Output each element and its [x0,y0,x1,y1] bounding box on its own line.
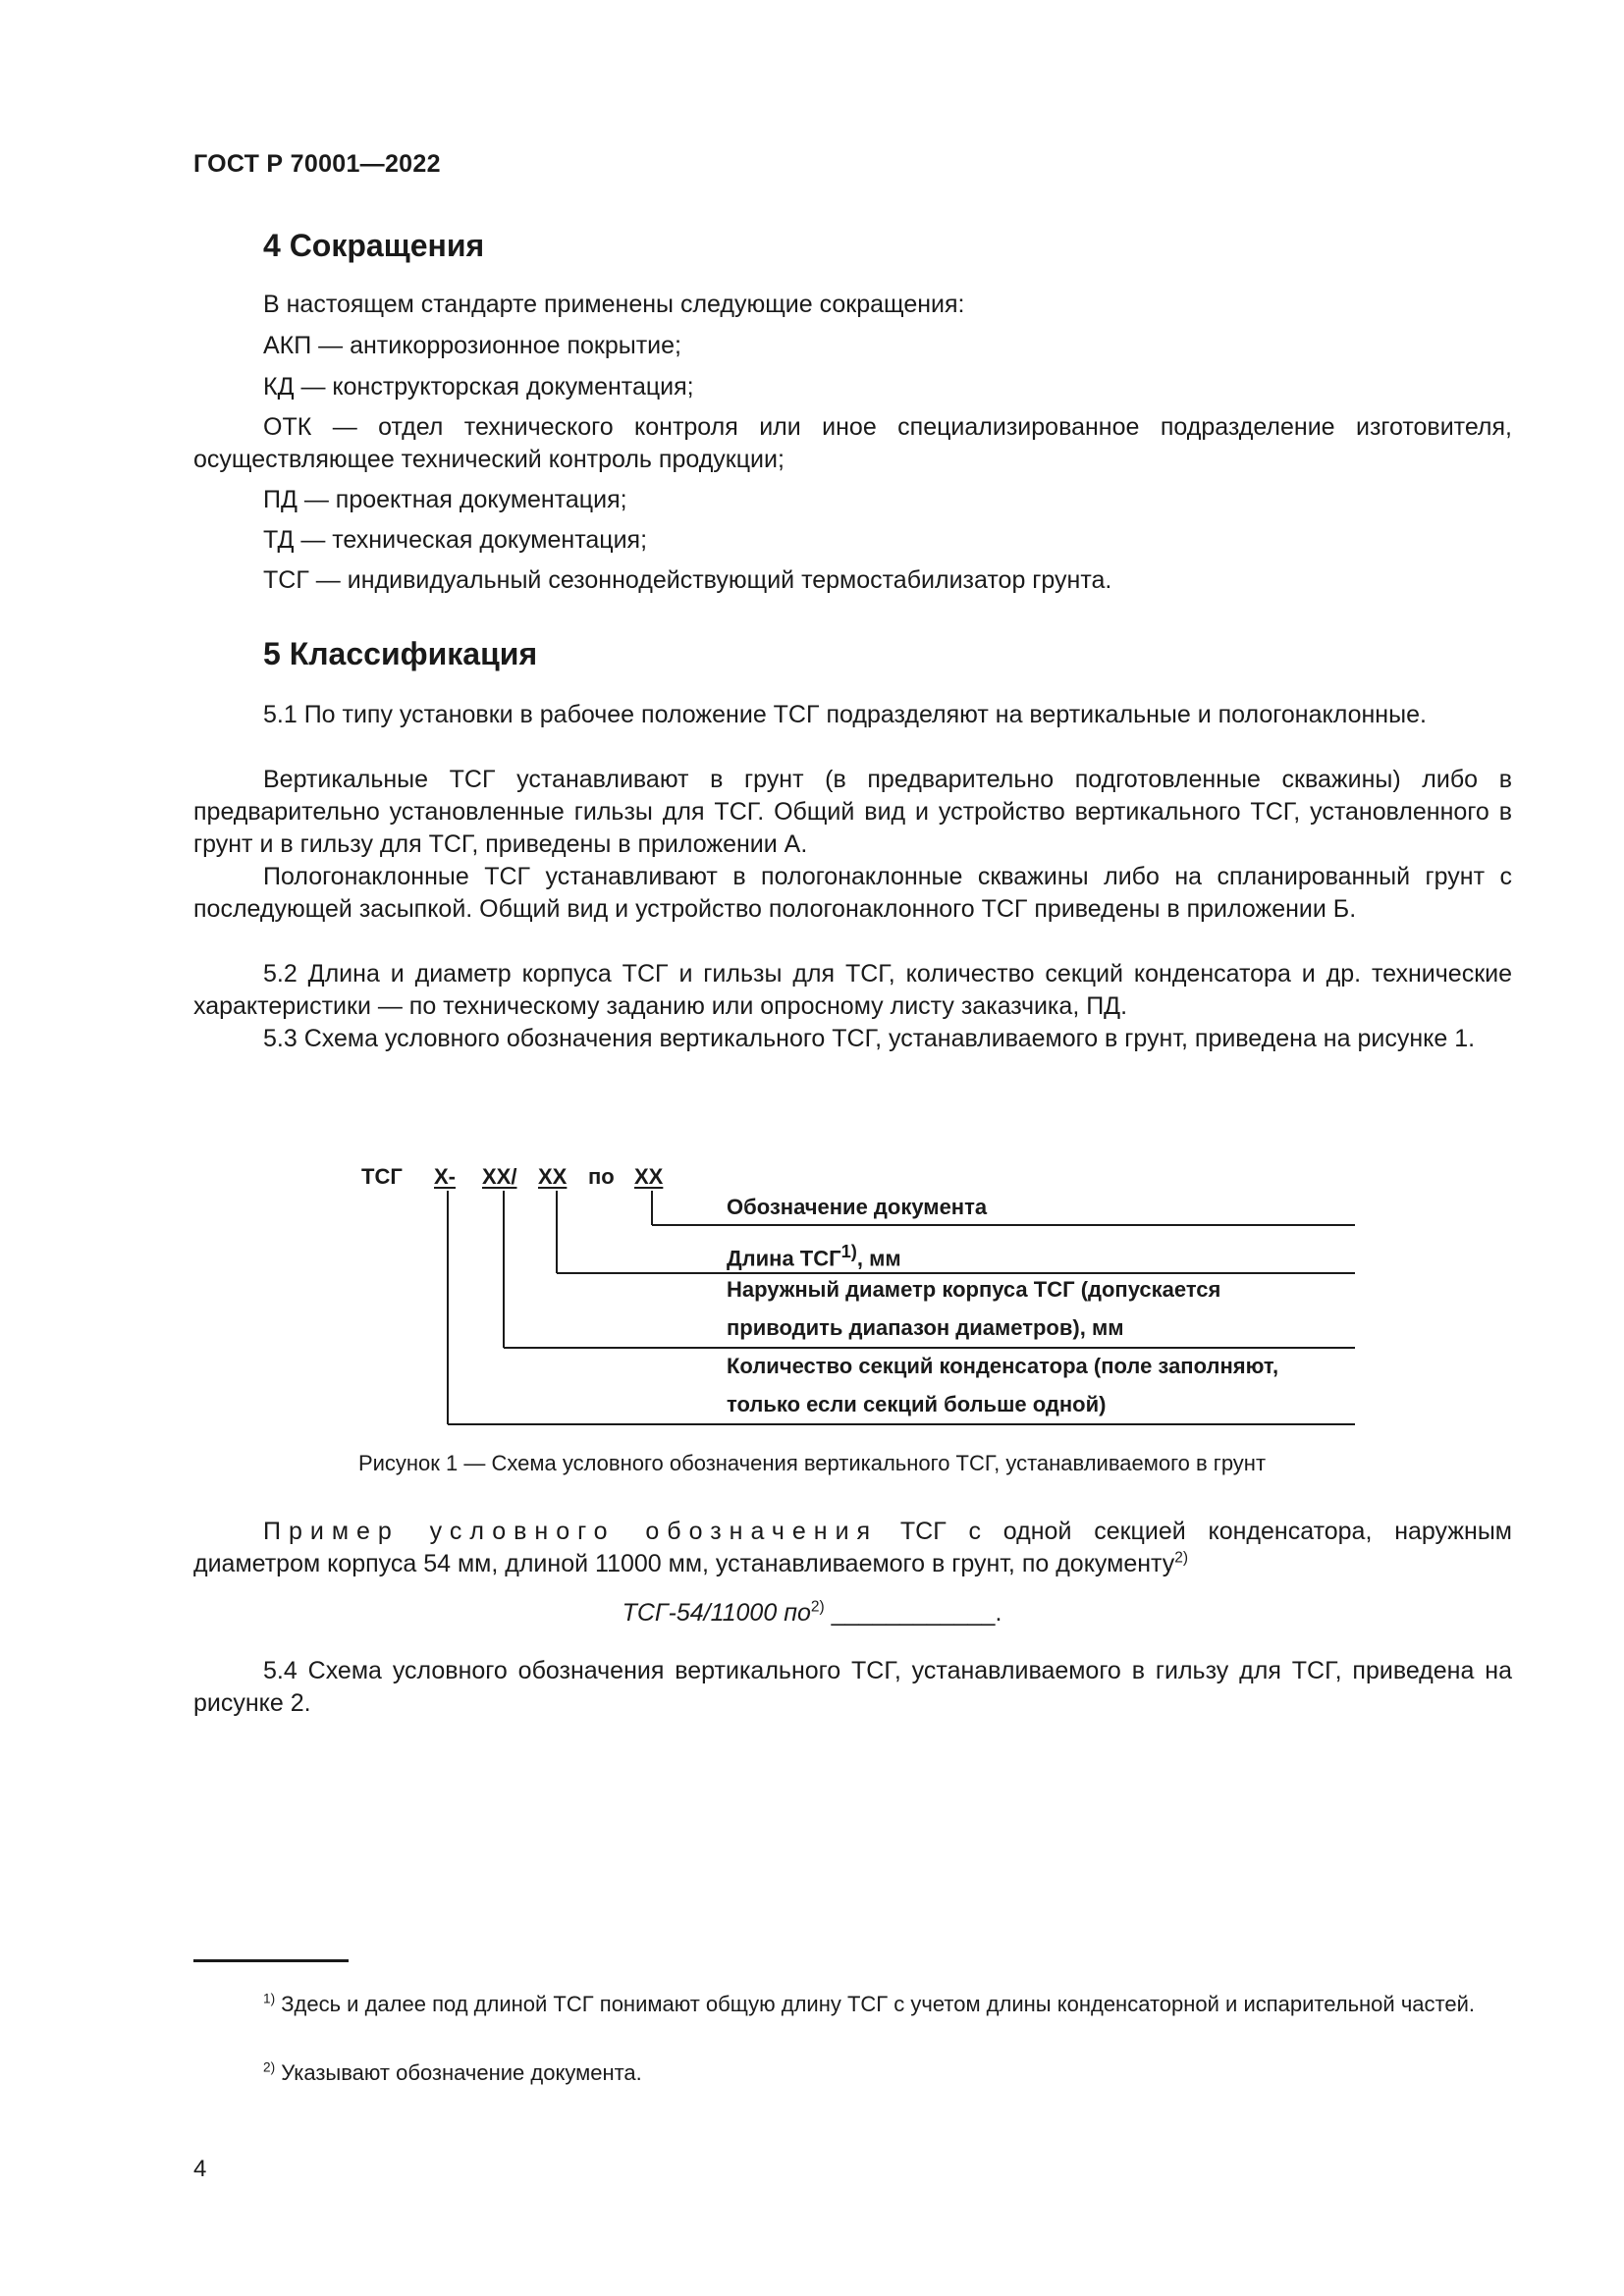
label-sections-line2: только если секций больше одной) [727,1392,1107,1416]
label-sections-line1: Количество секций конденсатора (поле заполняют, [727,1354,1279,1378]
paragraph-5-3 [193,1023,1512,1055]
code-field-length: ХХ [538,1164,568,1189]
footnote-mark: 2) [1174,1549,1189,1567]
abbrev-item: АКП — антикоррозионное покрытие; [263,332,681,359]
abbrev-item: ТД — техническая документация; [263,526,648,554]
label-length [727,1241,901,1271]
abbrev-item-text: ОТК — отдел технического контроля или иное специализированное подразделение изготовителя, осуществляющее технический контроль продукции; [193,413,1512,473]
footnote-mark: 1) [263,1991,276,2006]
paragraph-text: Пологонаклонные ТСГ устанавливают в пологонаклонные скважины либо на спланированный грунт с последующей засыпкой. Общий вид и устройство пологонаклонного ТСГ приведены в приложении Б. [193,863,1512,923]
paragraph-inclined [193,861,1512,926]
paragraph-text: 5.1 По типу установки в рабочее положение ТСГ подразделяют на вертикальные и пологонаклонные. [263,701,1427,728]
code-field-diameter: ХХ/ [482,1164,517,1189]
paragraph-text: 5.2 Длина и диаметр корпуса ТСГ и гильзы для ТСГ, количество секций конденсатора и др. технические характеристики — по техническому заданию или опросному листу заказчика, ПД. [193,960,1512,1020]
paragraph-text: Вертикальные ТСГ устанавливают в грунт (в предварительно подготовленные скважины) либо в предварительно установленные гильзы для ТСГ. Общий вид и устройство вертикального ТСГ, установленного в грунт и в гильзу для ТСГ, приведены в приложении А. [193,766,1512,858]
example-lead: Пример условного обозначения [263,1518,879,1545]
label-diameter-line1: Наружный диаметр корпуса ТСГ (допускается [727,1277,1221,1302]
footnote-separator [193,1959,349,1962]
example-text: ТСГ с одной секцией конденсатора, наружным диаметром корпуса 54 мм, длиной 11000 мм, устанавливаемого в грунт, по документу [193,1518,1512,1577]
label-length-text: Длина ТСГ [727,1246,841,1271]
abbrev-item: КД — конструкторская документация; [263,373,694,400]
example-formula [0,1599,1624,1628]
label-document: Обозначение документа [727,1195,988,1219]
abbrev-item [193,411,1512,476]
footnote-1 [193,1990,1512,2019]
example-paragraph [193,1516,1512,1580]
label-diameter-line2: приводить диапазон диаметров), мм [727,1315,1124,1340]
footnote-mark: 2) [263,2059,276,2075]
footnote-text: Указывают обозначение документа. [275,2060,642,2085]
label-length-unit: , мм [856,1246,901,1271]
code-prefix: ТСГ [361,1164,403,1189]
standard-id: ГОСТ Р 70001—2022 [193,150,441,178]
formula-tail: ____________. [824,1599,1002,1627]
section-5-title: 5 Классификация [263,636,538,671]
abbrev-item: ПД — проектная документация; [263,486,627,513]
footnote-mark: 1) [840,1241,857,1261]
code-field-sections: Х- [434,1164,456,1189]
figure-1-caption: Рисунок 1 — Схема условного обозначения вертикального ТСГ, устанавливаемого в грунт [357,1451,1267,1475]
paragraph-5-2 [193,958,1512,1023]
paragraph-vertical [193,764,1512,861]
footnote-text: Здесь и далее под длиной ТСГ понимают общую длину ТСГ с учетом длины конденсаторной и испарительной частей. [275,1992,1475,2016]
footnote-2 [193,2058,1512,2088]
paragraph-text: 5.4 Схема условного обозначения вертикального ТСГ, устанавливаемого в гильзу для ТСГ, приведена на рисунке 2. [193,1657,1512,1717]
paragraph-5-4 [193,1655,1512,1720]
code-po: по [588,1164,615,1189]
section-4-title: 4 Сокращения [263,228,485,263]
paragraph-text: 5.3 Схема условного обозначения вертикального ТСГ, устанавливаемого в грунт, приведена на рисунке 1. [263,1025,1476,1052]
page-number: 4 [193,2156,207,2182]
code-field-document: ХХ [634,1164,664,1189]
paragraph-5-1 [193,699,1512,731]
abbrev-item: ТСГ — индивидуальный сезоннодействующий термостабилизатор грунта. [263,566,1112,594]
formula-text: ТСГ-54/11000 по [622,1599,811,1627]
section-4-intro: В настоящем стандарте применены следующие сокращения: [263,291,965,318]
footnote-mark: 2) [810,1598,825,1616]
